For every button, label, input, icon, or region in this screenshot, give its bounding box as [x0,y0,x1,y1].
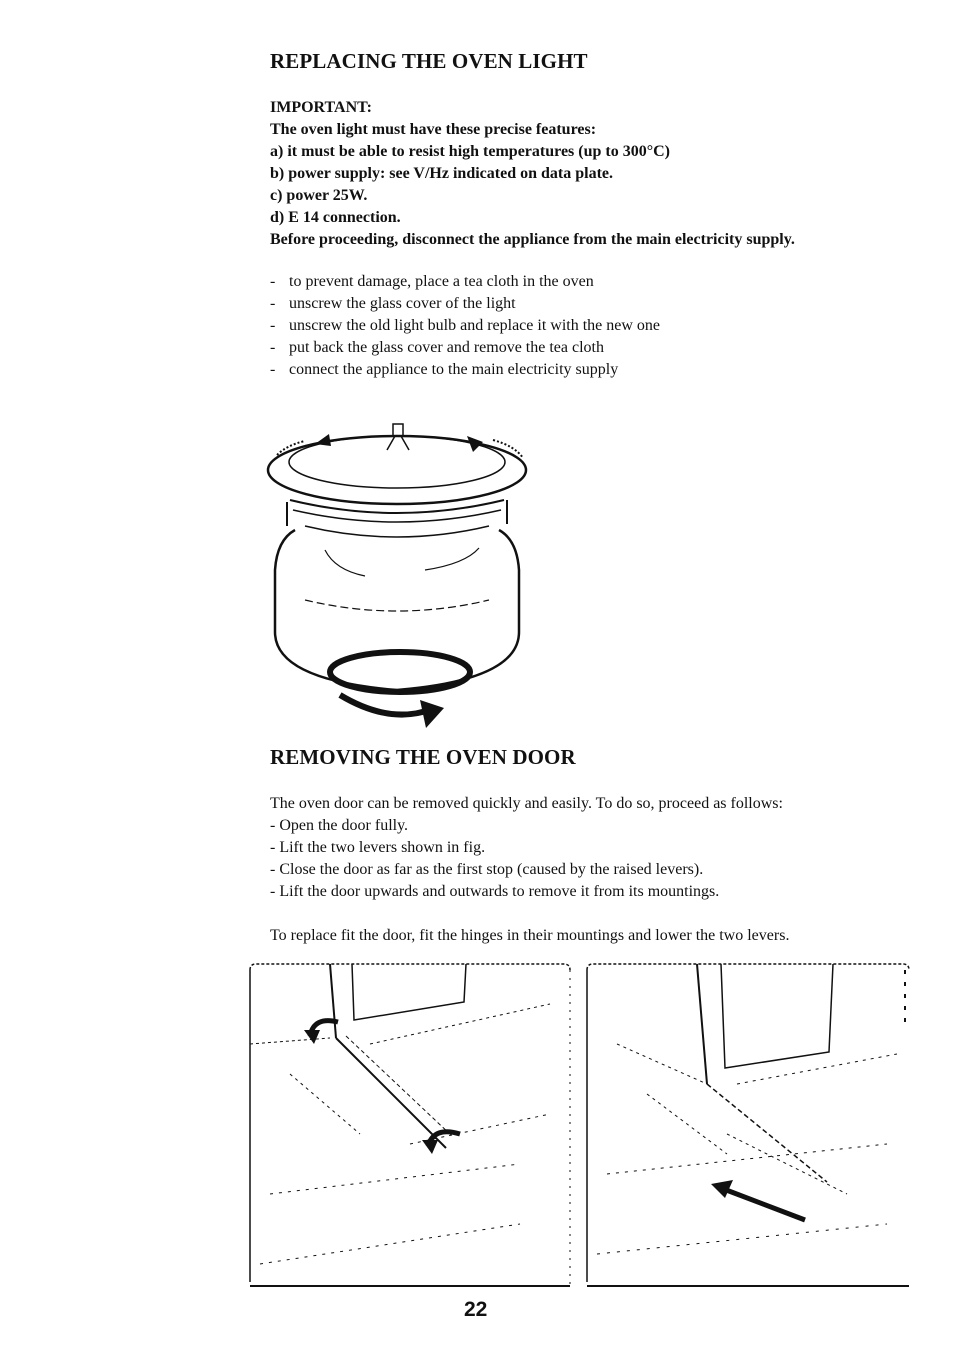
list-item: - unscrew the old light bulb and replace it with the new one [270,315,660,337]
list-item: - connect the appliance to the main electricity supply [270,359,660,381]
section-title-oven-door: REMOVING THE OVEN DOOR [270,745,576,769]
list-item: - to prevent damage, place a tea cloth in the oven [270,271,660,293]
replace-door-note: To replace fit the door, fit the hinges in their mountings and lower the two levers. [270,927,790,944]
instruction-line: - Close the door as far as the first stop (caused by the raised levers). [270,861,704,878]
list-item: - put back the glass cover and remove the tea cloth [270,337,660,359]
requirement-line: d) E 14 connection. [270,209,401,226]
requirement-line: b) power supply: see V/Hz indicated on data plate. [270,165,613,182]
important-label: IMPORTANT: [270,99,372,116]
instruction-line: - Lift the door upwards and outwards to remove it from its mountings. [270,883,720,900]
requirement-line: a) it must be able to resist high temperatures (up to 300°C) [270,143,670,160]
door-levers-raise-illustration [250,964,570,1288]
requirements-block [270,119,795,251]
door-removal-illustration [587,964,909,1288]
warning-line: Before proceeding, disconnect the appliance from the main electricity supply. [270,231,795,248]
section-title-oven-light: REPLACING THE OVEN LIGHT [270,49,588,73]
page-number: 22 [464,1298,488,1321]
instruction-line: The oven door can be removed quickly and easily. To do so, proceed as follows: [270,795,783,812]
requirement-line: c) power 25W. [270,187,368,204]
door-instructions [270,793,783,903]
instruction-line: - Lift the two levers shown in fig. [270,839,486,856]
oven-lamp-illustration [265,410,535,725]
light-replacement-steps [270,271,660,381]
instruction-line: - Open the door fully. [270,817,409,834]
list-item: - unscrew the glass cover of the light [270,293,660,315]
requirement-line: The oven light must have these precise features: [270,121,597,138]
